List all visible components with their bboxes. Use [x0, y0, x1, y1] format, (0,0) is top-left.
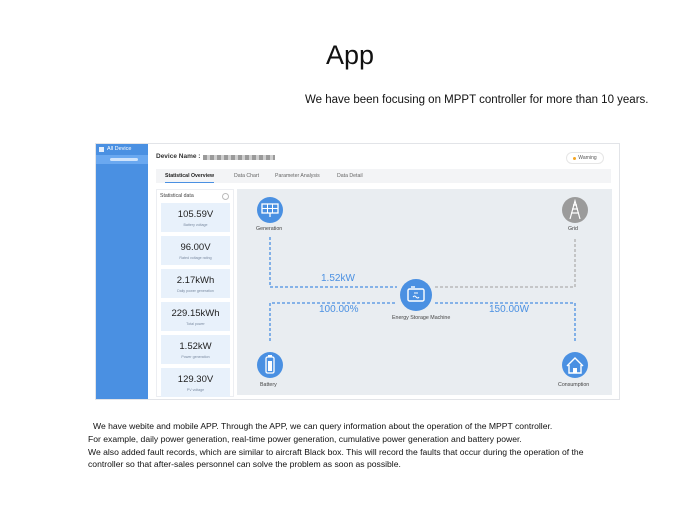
stat-card-daily-generation [161, 269, 230, 298]
energy-storage-icon [400, 279, 432, 311]
stat-card-total-power [161, 302, 230, 331]
stat-panel-title: Statistical data [160, 193, 194, 199]
stat-value: 96.00V [180, 242, 211, 253]
sidebar-item-all-device[interactable] [99, 146, 131, 152]
storage-label: Energy Storage Machine [392, 315, 451, 321]
tagline: We have been focusing on MPPT controller for more than 10 years. [305, 94, 649, 106]
power-tower-icon [562, 197, 588, 223]
stat-value: 1.52kW [179, 341, 212, 352]
stat-card-battery-voltage [161, 203, 230, 232]
generation-label: Generation [256, 226, 283, 232]
stat-value: 129.30V [177, 374, 214, 385]
stat-label: Battery voltage [183, 223, 208, 227]
stat-value: 105.59V [177, 209, 214, 220]
page-title: App [325, 40, 375, 70]
tab-statistical-overview[interactable]: Statistical Overview [165, 173, 215, 179]
stat-label: Power generation [181, 355, 210, 359]
tab-parameter-analysis[interactable]: Parameter Analysis [275, 173, 320, 179]
stat-card-power-generation [161, 335, 230, 364]
settings-icon[interactable] [222, 193, 229, 200]
solar-panel-icon [257, 197, 283, 223]
blurred-device-id [203, 155, 275, 160]
battery-percent-value: 100.00% [319, 304, 359, 315]
battery-label: Battery [260, 382, 277, 388]
app-screenshot [95, 143, 620, 400]
stat-label: PV voltage [186, 388, 205, 392]
stat-label: Rated voltage rating [179, 256, 212, 260]
device-list-icon [99, 147, 104, 152]
main-content [148, 144, 619, 399]
description-line-1: We have webite and mobile APP. Through the APP, we can query information about the operation of the MPPT controller. [93, 421, 553, 431]
stat-value: 2.17kWh [176, 275, 215, 286]
description-line-4: controller so that after-sales personnel can solve the problem as soon as possible. [88, 459, 401, 469]
warning-dot-icon [573, 157, 576, 160]
grid-label: Grid [568, 226, 579, 232]
energy-flow-panel [237, 189, 612, 395]
sidebar-item-label: All Device [107, 146, 132, 152]
stat-value: 229.15kWh [171, 308, 220, 319]
description-line-2: For example, daily power generation, real-time power generation, cumulative power generation and battery power. [88, 434, 522, 444]
stat-label: Daily power generation [177, 289, 214, 293]
energy-flow-diagram [237, 189, 612, 395]
description-line-3: We also added fault records, which are similar to aircraft Black box. This will record the faults that occur during the operation of the [88, 447, 584, 457]
battery-icon [257, 352, 283, 378]
consumption-label: Consumption [558, 382, 590, 388]
tab-data-detail[interactable]: Data Detail [337, 173, 363, 179]
warning-label: Warning [578, 155, 597, 161]
consumption-power-value: 150.00W [489, 304, 530, 315]
tab-data-chart[interactable]: Data Chart [234, 173, 260, 179]
blurred-device-name [110, 158, 138, 161]
device-name-label: Device Name : [156, 153, 201, 160]
statistical-panel [156, 189, 234, 397]
house-icon [562, 352, 588, 378]
grid-to-storage-line [435, 237, 575, 287]
stat-card-rated-voltage [161, 236, 230, 265]
stat-label: Total power [186, 322, 205, 326]
warning-badge[interactable] [566, 152, 604, 164]
generation-power-value: 1.52kW [321, 273, 355, 284]
sidebar [96, 144, 148, 399]
tab-bar [156, 169, 611, 183]
stat-card-pv-voltage [161, 368, 230, 397]
